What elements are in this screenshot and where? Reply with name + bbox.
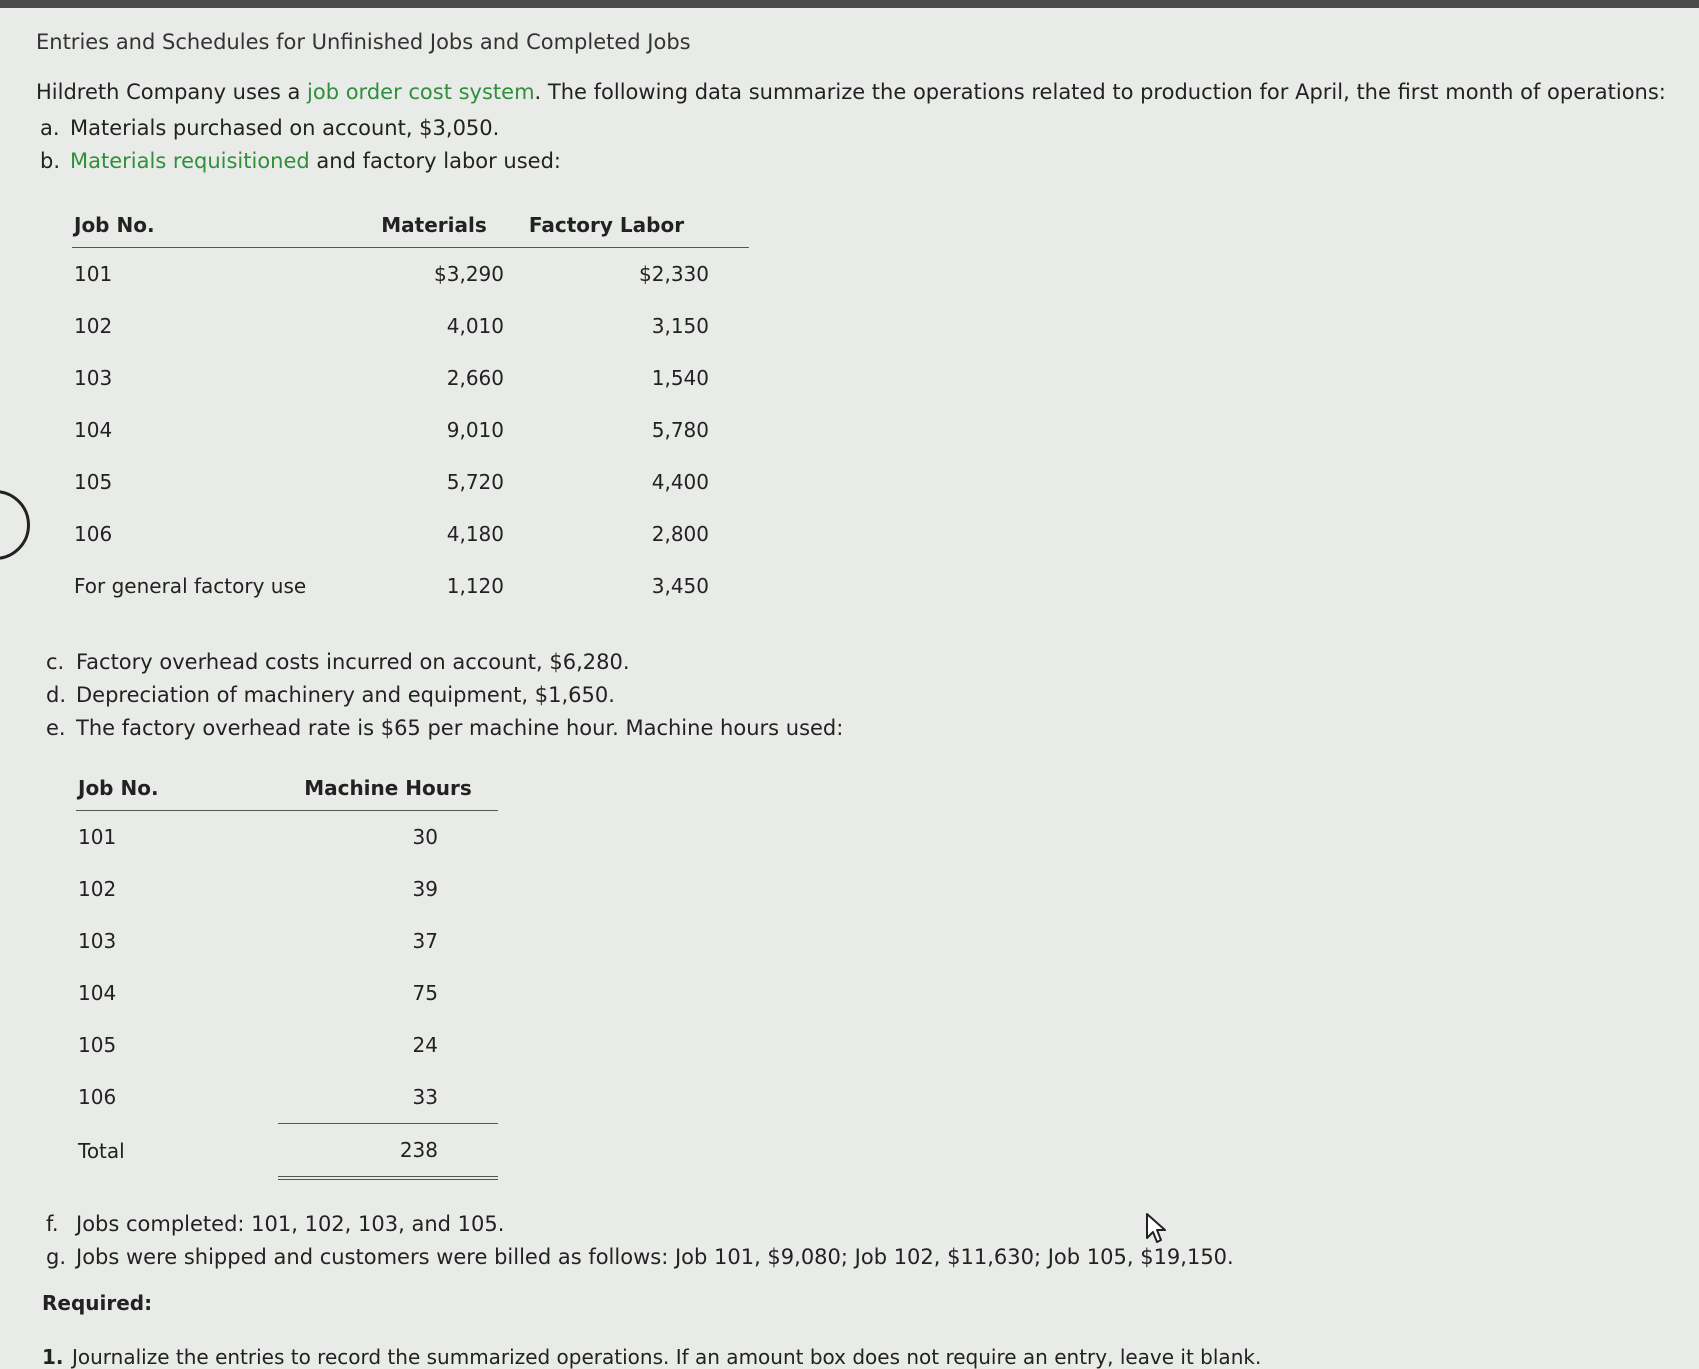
table-row	[76, 1019, 498, 1071]
job-no-cell: 101	[74, 262, 113, 286]
job-no-cell: 103	[78, 929, 117, 953]
table-row	[72, 508, 749, 560]
item-label: f.	[46, 1212, 59, 1236]
materials-cell: $3,290	[434, 262, 504, 286]
item-text: Factory overhead costs incurred on account, $6,280.	[76, 650, 630, 674]
window-top-bar	[0, 0, 1699, 8]
items-c-d-e	[36, 650, 1676, 740]
column-header-materials: Materials	[364, 213, 504, 248]
item-a	[40, 116, 1676, 140]
item-text: and factory labor used:	[309, 149, 562, 173]
job-no-cell: 106	[74, 522, 113, 546]
table-row	[76, 967, 498, 1019]
item-label: e.	[46, 716, 66, 740]
column-header-job-no: Job No.	[76, 776, 278, 811]
factory-labor-cell: 5,780	[651, 418, 709, 442]
total-row	[76, 1124, 498, 1179]
table-header-row	[76, 776, 498, 811]
item-label: b.	[40, 149, 61, 173]
step-label: 1.	[42, 1345, 64, 1369]
job-no-cell: 104	[78, 981, 117, 1005]
factory-labor-cell: 3,150	[651, 314, 709, 338]
materials-labor-table	[72, 213, 749, 612]
table-row	[76, 1071, 498, 1124]
machine-hours-cell: 24	[412, 1033, 438, 1057]
job-no-cell: 101	[78, 825, 117, 849]
total-label: Total	[78, 1138, 125, 1163]
materials-cell: 2,660	[446, 366, 504, 390]
job-no-cell: 104	[74, 418, 113, 442]
item-text: The factory overhead rate is $65 per machine hour. Machine hours used:	[76, 716, 844, 740]
mouse-cursor-icon	[1145, 1212, 1171, 1246]
job-no-cell: For general factory use	[74, 574, 307, 598]
machine-hours-cell: 37	[412, 929, 438, 953]
item-text: Materials purchased on account, $3,050.	[70, 116, 500, 140]
machine-hours-cell: 30	[412, 825, 438, 849]
item-label: g.	[46, 1245, 67, 1269]
item-g	[46, 1245, 1676, 1269]
materials-cell: 1,120	[446, 574, 504, 598]
job-no-cell: 105	[74, 470, 113, 494]
job-no-cell: 102	[74, 314, 113, 338]
machine-hours-cell: 75	[412, 981, 438, 1005]
item-d	[46, 683, 1676, 707]
materials-cell: 9,010	[446, 418, 504, 442]
machine-hours-table	[76, 776, 498, 1180]
materials-cell: 4,010	[446, 314, 504, 338]
job-order-cost-system-link[interactable]: job order cost system	[307, 80, 535, 104]
table-row	[72, 352, 749, 404]
item-label: c.	[46, 650, 65, 674]
factory-labor-cell: 3,450	[651, 574, 709, 598]
items-a-b	[36, 116, 1676, 173]
item-text: Jobs were shipped and customers were billed as follows: Job 101, $9,080; Job 102, $11,630; Job 105, $19,150.	[76, 1245, 1234, 1269]
table-row	[76, 863, 498, 915]
table-row	[76, 811, 498, 864]
column-header-factory-labor: Factory Labor	[504, 213, 749, 248]
machine-hours-cell: 33	[278, 1071, 498, 1124]
item-text: Depreciation of machinery and equipment, $1,650.	[76, 683, 615, 707]
table-row	[72, 404, 749, 456]
intro-text-after: . The following data summarize the operations related to production for April, the first month of operations:	[534, 80, 1666, 104]
machine-hours-cell: 39	[412, 877, 438, 901]
items-f-g	[36, 1212, 1676, 1269]
column-header-job-no: Job No.	[72, 213, 364, 248]
intro-paragraph	[36, 80, 1676, 104]
intro-text-before: Hildreth Company uses a	[36, 80, 308, 104]
item-label: a.	[40, 116, 60, 140]
item-b	[40, 149, 1676, 173]
table-row	[72, 456, 749, 508]
problem-content	[36, 30, 1676, 1369]
table-header-row	[72, 213, 749, 248]
factory-labor-cell: 4,400	[651, 470, 709, 494]
table-row	[76, 915, 498, 967]
item-c	[46, 650, 1676, 674]
job-no-cell: 105	[78, 1033, 117, 1057]
step-text: Journalize the entries to record the summarized operations. If an amount box does not require an entry, leave it blank.	[72, 1345, 1262, 1369]
column-header-machine-hours: Machine Hours	[278, 776, 498, 811]
table-row	[72, 300, 749, 352]
materials-requisitioned-link[interactable]: Materials requisitioned	[70, 149, 310, 173]
item-label: d.	[46, 683, 67, 707]
job-no-cell: 102	[78, 877, 117, 901]
total-value: 238	[278, 1124, 498, 1179]
materials-cell: 5,720	[446, 470, 504, 494]
factory-labor-cell: $2,330	[639, 262, 709, 286]
job-no-cell: 103	[74, 366, 113, 390]
item-f	[46, 1212, 1676, 1236]
item-e	[46, 716, 1676, 740]
factory-labor-cell: 2,800	[651, 522, 709, 546]
required-heading: Required:	[42, 1291, 153, 1315]
step-1	[42, 1345, 1676, 1369]
table-row	[72, 560, 749, 612]
job-no-cell: 106	[78, 1085, 117, 1110]
materials-cell: 4,180	[446, 522, 504, 546]
circle-icon	[0, 490, 30, 560]
factory-labor-cell: 1,540	[651, 366, 709, 390]
table-row	[72, 248, 749, 301]
page-title: Entries and Schedules for Unfinished Jobs and Completed Jobs	[36, 30, 691, 54]
item-text: Jobs completed: 101, 102, 103, and 105.	[76, 1212, 505, 1236]
